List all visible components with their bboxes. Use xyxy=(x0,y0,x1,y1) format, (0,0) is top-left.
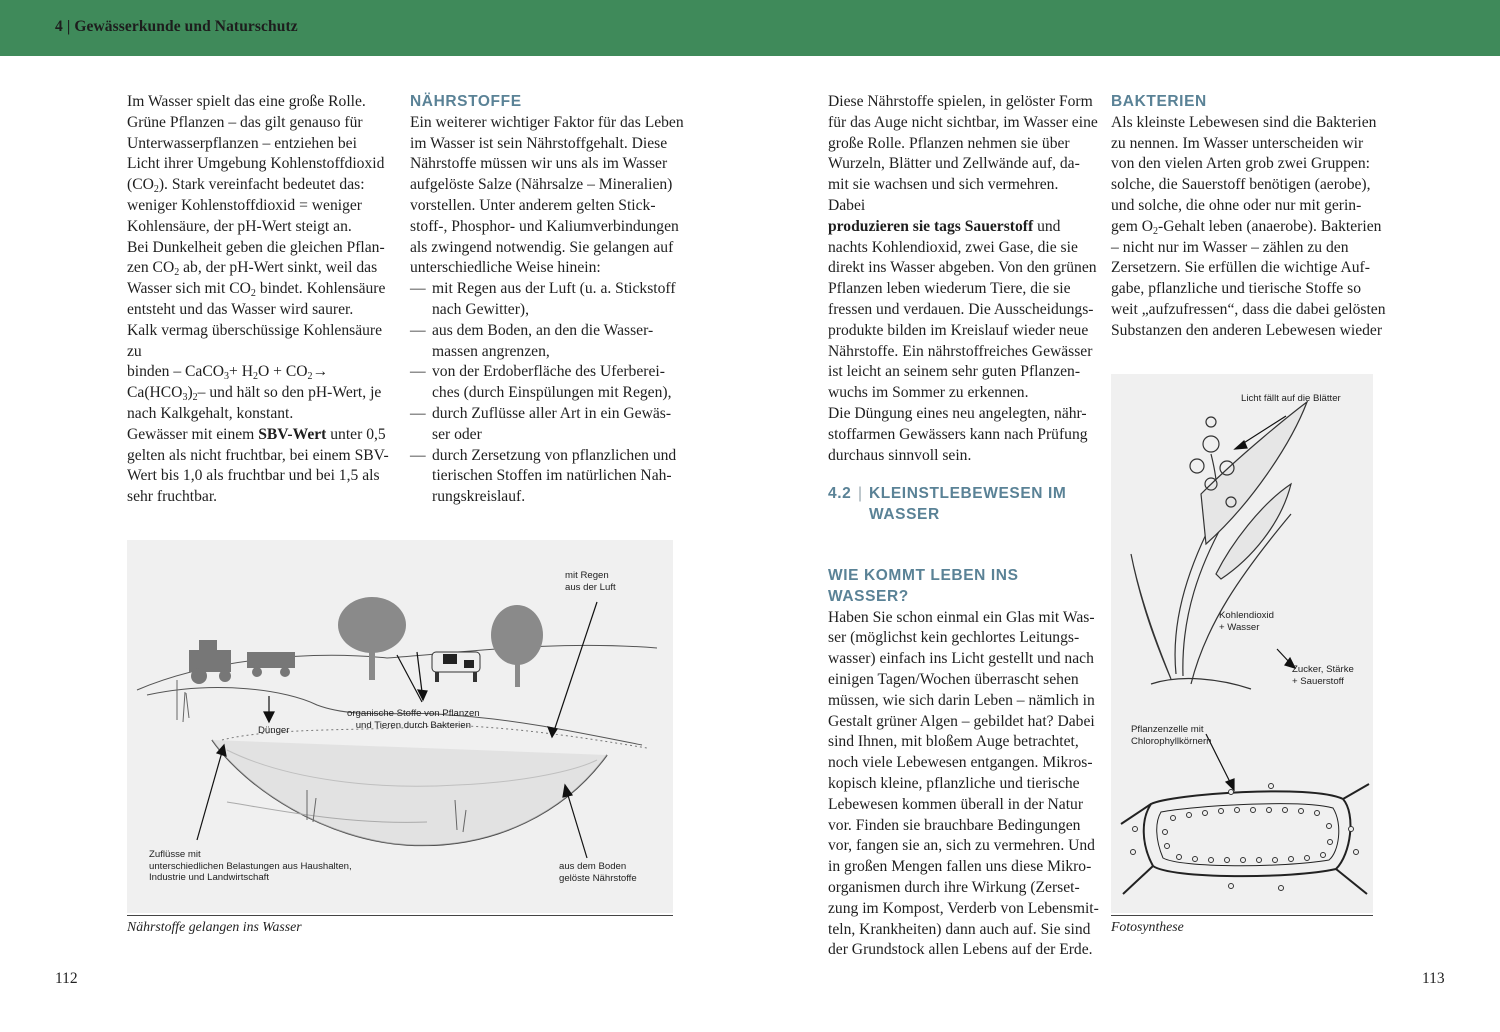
plant-and-cell-drawing xyxy=(1111,374,1373,913)
page-number-left: 112 xyxy=(55,970,78,987)
label-organic: organische Stoffe von Pflanzen und Tieren durch Bakterien xyxy=(347,708,480,731)
photosynthesis-illustration xyxy=(1111,374,1373,913)
page-number-right: 113 xyxy=(1422,970,1445,987)
heading-naehrstoffe: NÄHRSTOFFE xyxy=(410,93,522,110)
figure-rule-right xyxy=(1111,915,1373,916)
running-header: 4 | Gewässerkunde und Naturschutz xyxy=(55,18,298,35)
list-item: — mit Regen aus der Luft (u. a. Stickstoff nach Gewitter), xyxy=(410,279,685,321)
right-column-2: BAKTERIEN Als kleinste Lebewesen sind die Bakterien zu nennen. Im Wasser unterscheiden wir von den vielen Arten grob zwei Gruppen: solche, die Sauerstoff benötigen (aerobe), und solche, die ohne oder nur mit gerin- gem $O_2$-Gehalt leben (anaerobe). Bakterien – nicht nur im Wasser – zählen zu den Zersetzern. Sie erfüllen die wichtige Auf- gabe, pflanzliche und tierische Stoffe so weit „aufzufressen“, dass die dabei gelösten Substanzen den anderen Lebewesen wieder xyxy=(1111,93,1386,339)
caption-left: Nährstoffe gelangen ins Wasser xyxy=(127,919,302,934)
list-item: — aus dem Boden, an den die Wasser- massen angrenzen, xyxy=(410,321,685,363)
section-heading-4-2: 4.2 | KLEINSTLEBEWESEN IM WASSER xyxy=(828,485,1067,523)
right-column-1: Diese Nährstoffe spielen, in gelöster Form für das Auge nicht sichtbar, im Wasser eine große Rolle. Pflanzen nehmen sie über Wurzeln, Blätter und Zellwände auf, da- mit sie wachsen und sich vermehren. Dabei produzieren sie tags Sauerstoff und nachts Kohlendioxid, zwei Gase, die sie direkt ins Wasser abgeben. Von den grünen Pflanzen leben wiederum Tiere, die sie fressen und verdauen. Die Ausscheidungs- produkte bilden im Kreislauf wieder neue Nährstoffe. Ein nährstoffreiches Gewässer ist leicht an seinem sehr guten Pflanzen- wuchs im Sommer zu erkennen. Die Düngung eines neu angelegten, nähr- stoffarmen Gewässers kann nach Prüfung durchaus sinnvoll sein. xyxy=(828,93,1098,464)
heading-leben-ins-wasser: WIE KOMMT LEBEN INS WASSER? xyxy=(828,567,1019,605)
label-light: Licht fällt auf die Blätter xyxy=(1241,393,1341,404)
figure-rule-left xyxy=(127,915,673,916)
nutrient-sources-list xyxy=(410,279,685,508)
label-rain: mit Regen aus der Luft xyxy=(565,570,616,593)
label-soil: aus dem Boden gelöste Nährstoffe xyxy=(559,861,637,884)
label-sugar: Zucker, Stärke + Sauerstoff xyxy=(1292,664,1354,687)
caption-right: Fotosynthese xyxy=(1111,919,1184,934)
label-cell: Pflanzenzelle mit Chlorophyllkörnern xyxy=(1131,724,1212,747)
list-item: — von der Erdoberfläche des Uferberei- ches (durch Einspülungen mit Regen), xyxy=(410,362,685,404)
left-column-2: NÄHRSTOFFE Ein weiterer wichtiger Faktor für das Leben im Wasser ist sein Nährstoffgehalt. Diese Nährstoffe müssen wir uns als im Wasser aufgelöste Salze (Nährsalze – Mineralien) vorstellen. Unter anderem gelten Stick- stoff-, Phosphor- und Kaliumverbindungen als zwingend notwendig. Sie gelangen auf unterschiedliche Weise hinein: — mit Regen aus der Luft (u. a. Stickstoff nach Gewitter), — aus dem Boden, an den die Wasser- massen angrenzen, — von der Erdoberfläche des Uferberei- ches (durch Einspülungen mit Regen), — durch Zuflüsse aller Art in ein Gewäs- ser oder — durch Zersetzung von pflanzlichen und tierischen Stoffen im natürlichen Nah- rungskreislauf. xyxy=(410,92,685,508)
left-column-1: Im Wasser spielt das eine große Rolle. Grüne Pflanzen – das gilt genauso für Unterwasserpflanzen – entziehen bei Licht ihrer Umgebung Kohlenstoffdioxid $(CO_2)$. Stark vereinfacht bedeutet das: weniger Kohlenstoffdioxid = weniger Kohlensäure, der pH-Wert steigt an. Bei Dunkelheit geben die gleichen Pflan- zen $CO_2$ ab, der pH-Wert sinkt, weil das Wasser sich mit $CO_2$ bindet. Kohlensäure entsteht und das Wasser wird saurer. Kalk vermag überschüssige Kohlensäure zu binden – CaCO$_3$+ $H_2O + CO_2\to$ $Ca(HCO_3)_2-$ und hält so den pH-Wert, je nach Kalkgehalt, konstant. Gewässer mit einem SBV-Wert unter 0,5 gelten als nicht fruchtbar, bei einem SBV- Wert bis 1,0 als fruchtbar und bei 1,5 als sehr fruchtbar. xyxy=(127,93,389,506)
label-fertilizer: Dünger xyxy=(258,725,290,736)
nutrient-illustration xyxy=(127,540,673,913)
right-column-1-lower: WIE KOMMT LEBEN INS WASSER? Haben Sie schon einmal ein Glas mit Was- ser (möglichst kein gechlortes Leitungs- wasser) einfach ins Licht gestellt und nach einigen Tagen/Wochen überrascht sehen müssen, wie sich darin Leben – nämlich in Gestalt grüner Algen – gebildet hat? Dabei sind Ihnen, mit bloßem Auge betrachtet, noch viele Lebewesen entgangen. Mikros- kopisch kleine, pflanzliche und tierische Lebewesen kommen überall in der Natur vor. Finden sie brauchbare Bedingungen vor, fangen sie an, sich zu vermehren. Und in großen Mengen fallen uns diese Mikro- organismen durch ihre Wirkung (Zerset- zung im Kompost, Verderb von Lebensmit- teln, Krankheiten) dann auch auf. Sie sind der Grundstock allen Lebens auf der Erde. xyxy=(828,566,1103,961)
list-item: — durch Zersetzung von pflanzlichen und tierischen Stoffen im natürlichen Nah- rungskreislauf. xyxy=(410,446,685,508)
heading-bakterien: BAKTERIEN xyxy=(1111,93,1207,110)
list-item: — durch Zuflüsse aller Art in ein Gewäs- ser oder xyxy=(410,404,685,446)
label-inflows: Zuflüsse mit unterschiedlichen Belastungen aus Haushalten, Industrie und Landwirtschaft xyxy=(149,849,352,884)
label-co2: Kohlendioxid + Wasser xyxy=(1219,610,1274,633)
